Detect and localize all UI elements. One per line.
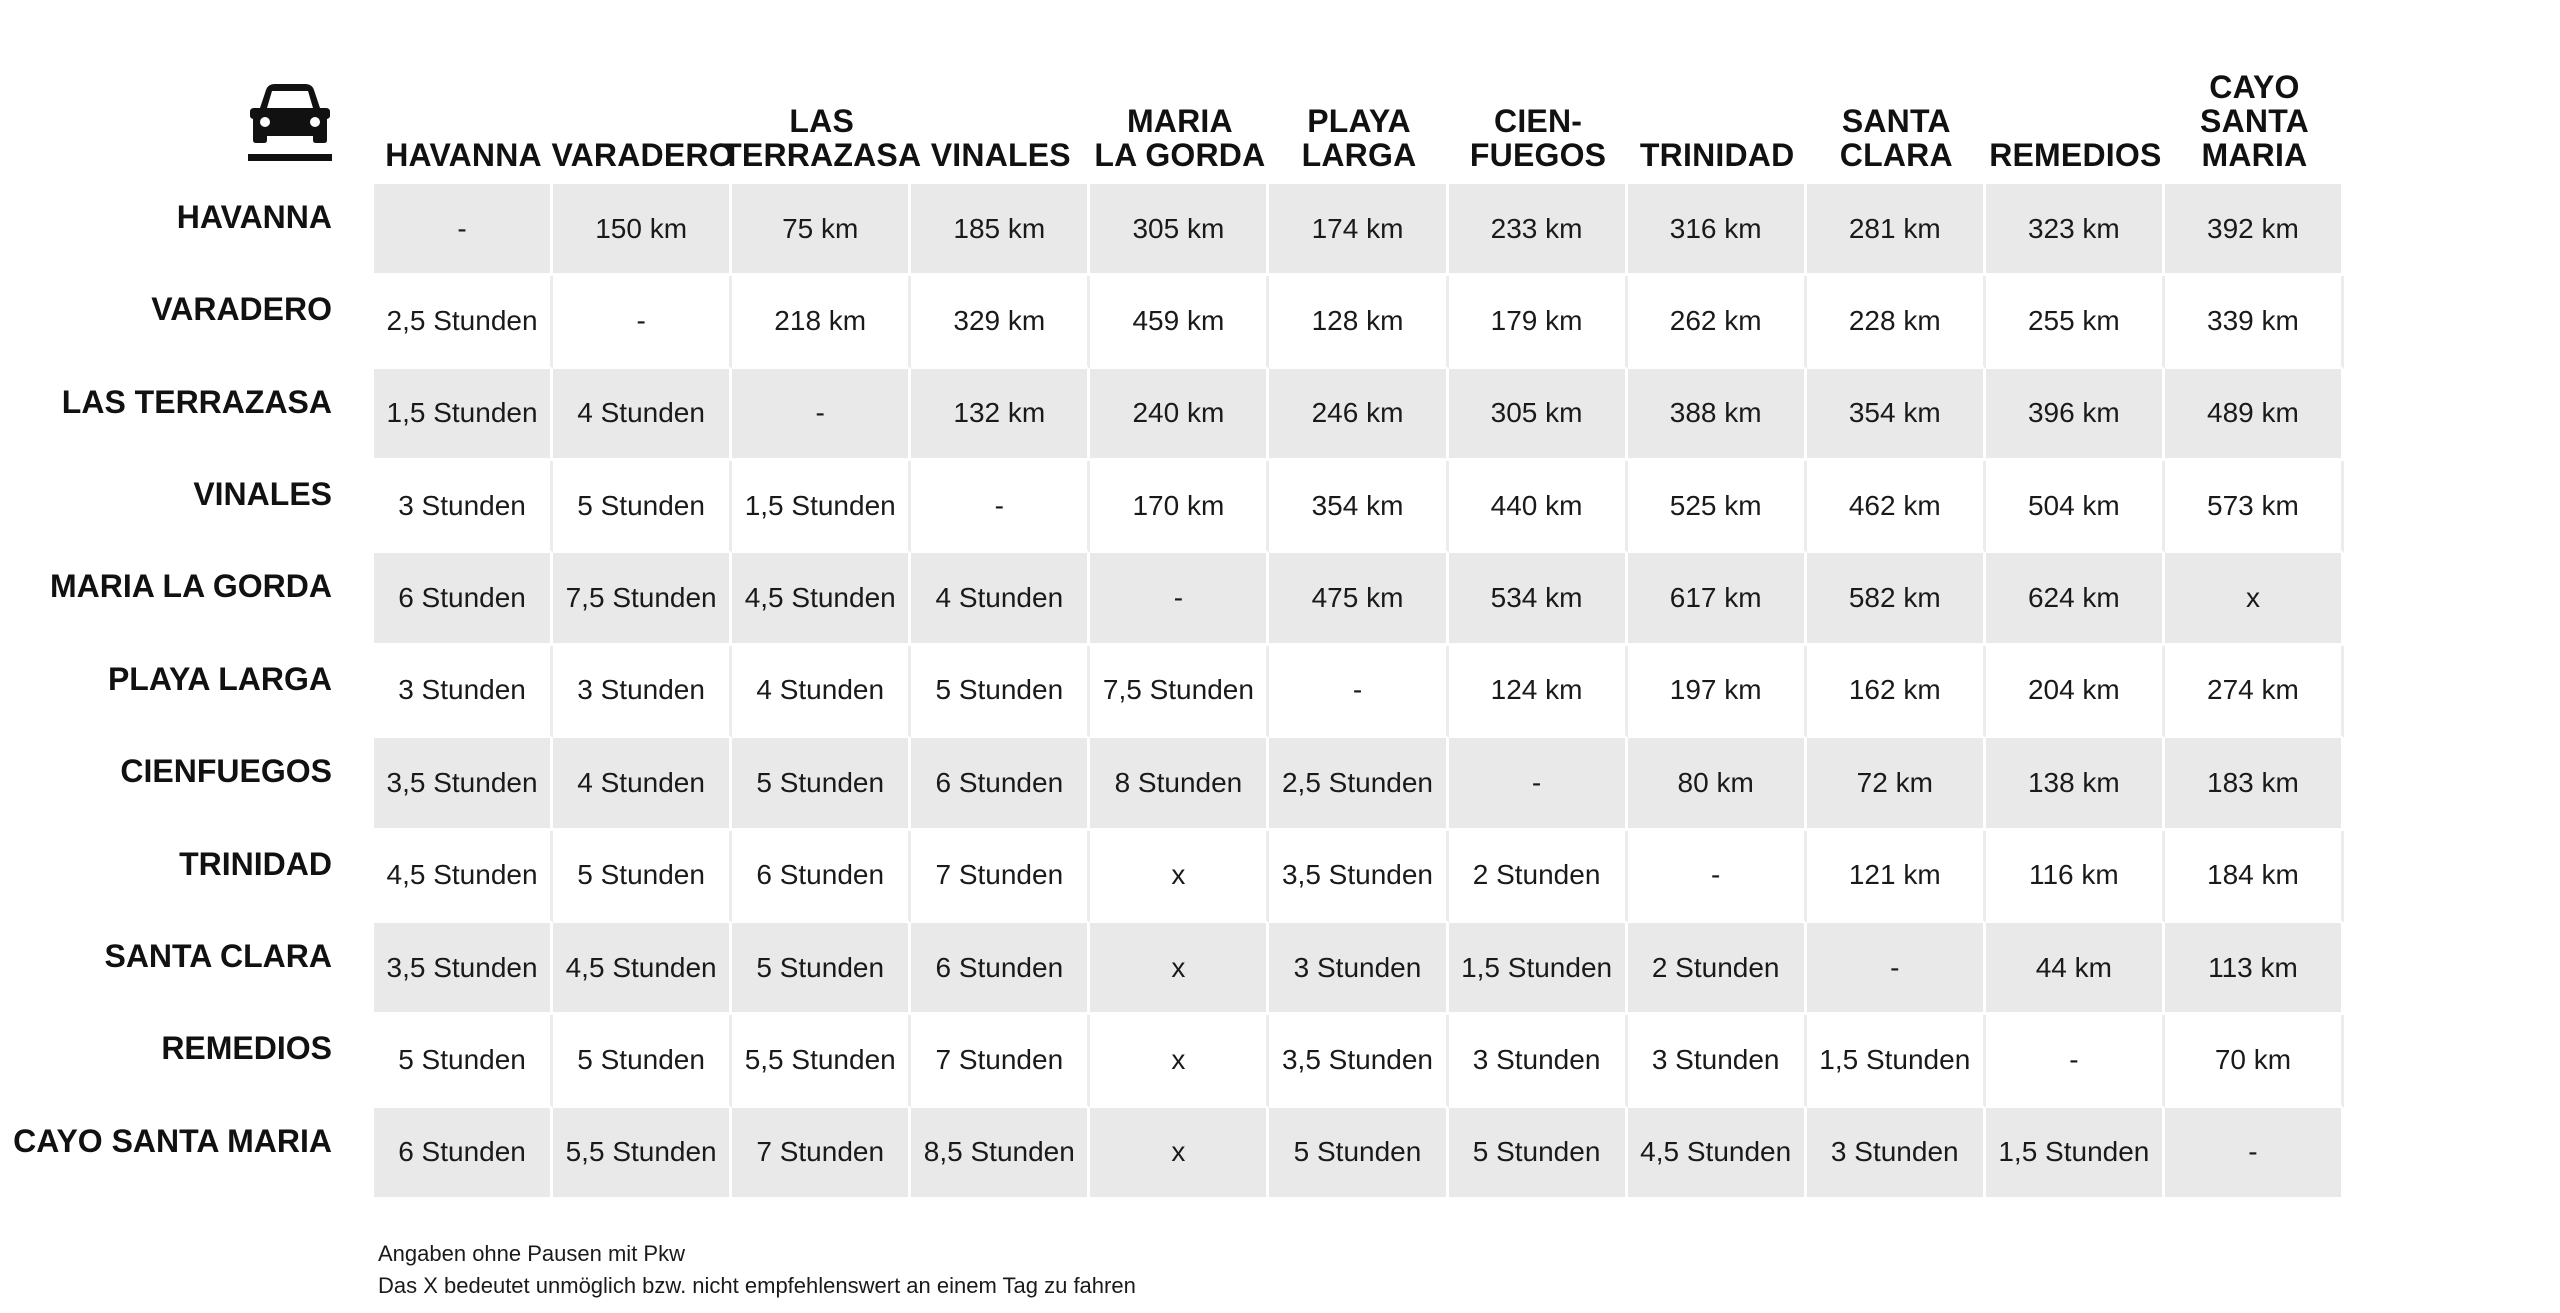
table-cell: 121 km xyxy=(1807,831,1986,923)
table-cell: 5 Stunden xyxy=(1269,1108,1448,1200)
row-header: SANTA CLARA xyxy=(104,937,332,974)
table-cell: 262 km xyxy=(1628,276,1807,368)
column-header xyxy=(1440,40,1636,172)
column-header xyxy=(1619,40,1815,172)
table-cell: x xyxy=(1090,923,1269,1015)
column-header-label: PLAYA LARGA xyxy=(1301,103,1417,173)
table-cell: 6 Stunden xyxy=(911,738,1090,830)
column-header-label: VINALES xyxy=(930,137,1071,173)
column-header-label: SANTA CLARA xyxy=(1839,103,1953,173)
row-header: MARIA LA GORDA xyxy=(49,568,332,605)
table-cell: 228 km xyxy=(1807,276,1986,368)
row-header: TRINIDAD xyxy=(179,845,332,882)
column-header-label: TRINIDAD xyxy=(1639,137,1795,173)
column-header-label: LAS TERRAZASA xyxy=(722,103,922,173)
table-cell: 5 Stunden xyxy=(553,831,732,923)
table-cell: 255 km xyxy=(1986,276,2165,368)
table-cell: 323 km xyxy=(1986,184,2165,276)
table-cell: 4 Stunden xyxy=(553,738,732,830)
table-cell: - xyxy=(732,369,911,461)
table-cell: 162 km xyxy=(1807,646,1986,738)
table-cell: 3,5 Stunden xyxy=(1269,831,1448,923)
table-cell: 525 km xyxy=(1628,461,1807,553)
table-cell: 4 Stunden xyxy=(911,553,1090,645)
table-cell: 5 Stunden xyxy=(732,923,911,1015)
table-cell: 617 km xyxy=(1628,553,1807,645)
table-cell: 174 km xyxy=(1269,184,1448,276)
table-cell: 1,5 Stunden xyxy=(732,461,911,553)
table-cell: 396 km xyxy=(1986,369,2165,461)
table-cell: 1,5 Stunden xyxy=(1449,923,1628,1015)
row-header: VINALES xyxy=(193,476,332,513)
column-header xyxy=(1261,40,1457,172)
table-cell: - xyxy=(1807,923,1986,1015)
table-cell: 4 Stunden xyxy=(553,369,732,461)
column-header-label: REMEDIOS xyxy=(1989,137,2162,173)
column-header xyxy=(724,40,920,172)
table-cell: 7,5 Stunden xyxy=(1090,646,1269,738)
table-cell: 2 Stunden xyxy=(1449,831,1628,923)
table-cell: 329 km xyxy=(911,276,1090,368)
table-cell: 305 km xyxy=(1449,369,1628,461)
column-header xyxy=(2156,40,2352,172)
row-header: REMEDIOS xyxy=(161,1030,332,1067)
table-cell: 2,5 Stunden xyxy=(1269,738,1448,830)
table-cell: 7 Stunden xyxy=(732,1108,911,1200)
table-cell: x xyxy=(2165,553,2344,645)
table-cell: 3 Stunden xyxy=(1269,923,1448,1015)
table-cell: 70 km xyxy=(2165,1015,2344,1107)
table-cell: 150 km xyxy=(553,184,732,276)
table-cell: 185 km xyxy=(911,184,1090,276)
table-cell: 246 km xyxy=(1269,369,1448,461)
table-cell: 132 km xyxy=(911,369,1090,461)
table-cell: 5 Stunden xyxy=(1449,1108,1628,1200)
table-cell: 72 km xyxy=(1807,738,1986,830)
table-cell: - xyxy=(1986,1015,2165,1107)
row-header: CIENFUEGOS xyxy=(120,753,332,790)
table-cell: x xyxy=(1090,831,1269,923)
table-cell: 2 Stunden xyxy=(1628,923,1807,1015)
row-header: PLAYA LARGA xyxy=(107,660,332,697)
table-cell: 475 km xyxy=(1269,553,1448,645)
table-cell: 7 Stunden xyxy=(911,831,1090,923)
table-cell: - xyxy=(1090,553,1269,645)
table-cell: 392 km xyxy=(2165,184,2344,276)
table-cell: 3,5 Stunden xyxy=(374,923,553,1015)
table-cell: 624 km xyxy=(1986,553,2165,645)
column-header xyxy=(545,40,741,172)
column-header-label: CIEN- FUEGOS xyxy=(1469,103,1607,173)
table-cell: 1,5 Stunden xyxy=(1986,1108,2165,1200)
row-header: LAS TERRAZASA xyxy=(61,383,332,420)
table-cell: x xyxy=(1090,1015,1269,1107)
table-cell: 183 km xyxy=(2165,738,2344,830)
table-cell: 179 km xyxy=(1449,276,1628,368)
column-header xyxy=(1798,40,1994,172)
table-cell: 7 Stunden xyxy=(911,1015,1090,1107)
footnotes xyxy=(378,1238,1136,1302)
table-cell: 240 km xyxy=(1090,369,1269,461)
table-cell: 1,5 Stunden xyxy=(374,369,553,461)
table-cell: 489 km xyxy=(2165,369,2344,461)
table-cell: 4,5 Stunden xyxy=(732,553,911,645)
table-cell: 233 km xyxy=(1449,184,1628,276)
table-cell: 440 km xyxy=(1449,461,1628,553)
table-cell: 204 km xyxy=(1986,646,2165,738)
table-cell: 462 km xyxy=(1807,461,1986,553)
column-header xyxy=(1082,40,1278,172)
table-cell: - xyxy=(553,276,732,368)
table-cell: x xyxy=(1090,1108,1269,1200)
distance-table xyxy=(374,184,2344,1200)
table-cell: 184 km xyxy=(2165,831,2344,923)
table-cell: 75 km xyxy=(732,184,911,276)
table-cell: 8,5 Stunden xyxy=(911,1108,1090,1200)
table-cell: 113 km xyxy=(2165,923,2344,1015)
table-cell: 5,5 Stunden xyxy=(732,1015,911,1107)
table-cell: 388 km xyxy=(1628,369,1807,461)
table-cell: 4,5 Stunden xyxy=(553,923,732,1015)
table-cell: 5 Stunden xyxy=(553,1015,732,1107)
table-cell: 80 km xyxy=(1628,738,1807,830)
table-cell: 274 km xyxy=(2165,646,2344,738)
column-header xyxy=(903,40,1099,172)
table-cell: 116 km xyxy=(1986,831,2165,923)
table-cell: 6 Stunden xyxy=(732,831,911,923)
column-header-label: MARIA LA GORDA xyxy=(1094,103,1266,173)
table-cell: 4,5 Stunden xyxy=(1628,1108,1807,1200)
table-cell: 3 Stunden xyxy=(1807,1108,1986,1200)
column-header-label: HAVANNA xyxy=(385,137,542,173)
table-cell: 124 km xyxy=(1449,646,1628,738)
table-cell: 3,5 Stunden xyxy=(374,738,553,830)
footnote-1: Angaben ohne Pausen mit Pkw xyxy=(378,1241,685,1266)
column-header-label: CAYO SANTA MARIA xyxy=(2200,69,2309,173)
table-cell: 316 km xyxy=(1628,184,1807,276)
table-cell: - xyxy=(374,184,553,276)
table-cell: 218 km xyxy=(732,276,911,368)
table-cell: 459 km xyxy=(1090,276,1269,368)
table-cell: 2,5 Stunden xyxy=(374,276,553,368)
table-cell: 534 km xyxy=(1449,553,1628,645)
table-cell: 44 km xyxy=(1986,923,2165,1015)
table-cell: 354 km xyxy=(1269,461,1448,553)
table-cell: 305 km xyxy=(1090,184,1269,276)
table-cell: 197 km xyxy=(1628,646,1807,738)
table-cell: 3 Stunden xyxy=(374,461,553,553)
row-header: HAVANNA xyxy=(176,199,332,235)
table-cell: 8 Stunden xyxy=(1090,738,1269,830)
table-cell: 354 km xyxy=(1807,369,1986,461)
row-header: VARADERO xyxy=(151,291,332,328)
table-cell: 170 km xyxy=(1090,461,1269,553)
table-cell: - xyxy=(1269,646,1448,738)
table-cell: 339 km xyxy=(2165,276,2344,368)
table-cell: 4 Stunden xyxy=(732,646,911,738)
table-cell: 3 Stunden xyxy=(553,646,732,738)
table-cell: 138 km xyxy=(1986,738,2165,830)
table-cell: 573 km xyxy=(2165,461,2344,553)
car-icon xyxy=(248,80,332,162)
column-header xyxy=(366,40,562,172)
footnote-2: Das X bedeutet unmöglich bzw. nicht empfehlenswert an einem Tag zu fahren xyxy=(378,1273,1136,1298)
table-cell: 7,5 Stunden xyxy=(553,553,732,645)
table-cell: 281 km xyxy=(1807,184,1986,276)
table-cell: 6 Stunden xyxy=(374,1108,553,1200)
table-cell: 5 Stunden xyxy=(911,646,1090,738)
table-cell: 3 Stunden xyxy=(374,646,553,738)
table-cell: - xyxy=(911,461,1090,553)
table-cell: 3,5 Stunden xyxy=(1269,1015,1448,1107)
table-cell: 5 Stunden xyxy=(374,1015,553,1107)
table-cell: 3 Stunden xyxy=(1628,1015,1807,1107)
table-cell: 5 Stunden xyxy=(553,461,732,553)
table-cell: 4,5 Stunden xyxy=(374,831,553,923)
row-header: CAYO SANTA MARIA xyxy=(13,1122,332,1159)
table-cell: 582 km xyxy=(1807,553,1986,645)
table-cell: - xyxy=(1449,738,1628,830)
table-cell: 1,5 Stunden xyxy=(1807,1015,1986,1107)
table-cell: 5 Stunden xyxy=(732,738,911,830)
table-cell: - xyxy=(2165,1108,2344,1200)
table-cell: 3 Stunden xyxy=(1449,1015,1628,1107)
table-cell: - xyxy=(1628,831,1807,923)
table-cell: 6 Stunden xyxy=(911,923,1090,1015)
table-cell: 128 km xyxy=(1269,276,1448,368)
column-header xyxy=(1977,40,2173,172)
table-cell: 6 Stunden xyxy=(374,553,553,645)
column-header-label: VARADERO xyxy=(551,137,734,173)
table-cell: 504 km xyxy=(1986,461,2165,553)
table-cell: 5,5 Stunden xyxy=(553,1108,732,1200)
